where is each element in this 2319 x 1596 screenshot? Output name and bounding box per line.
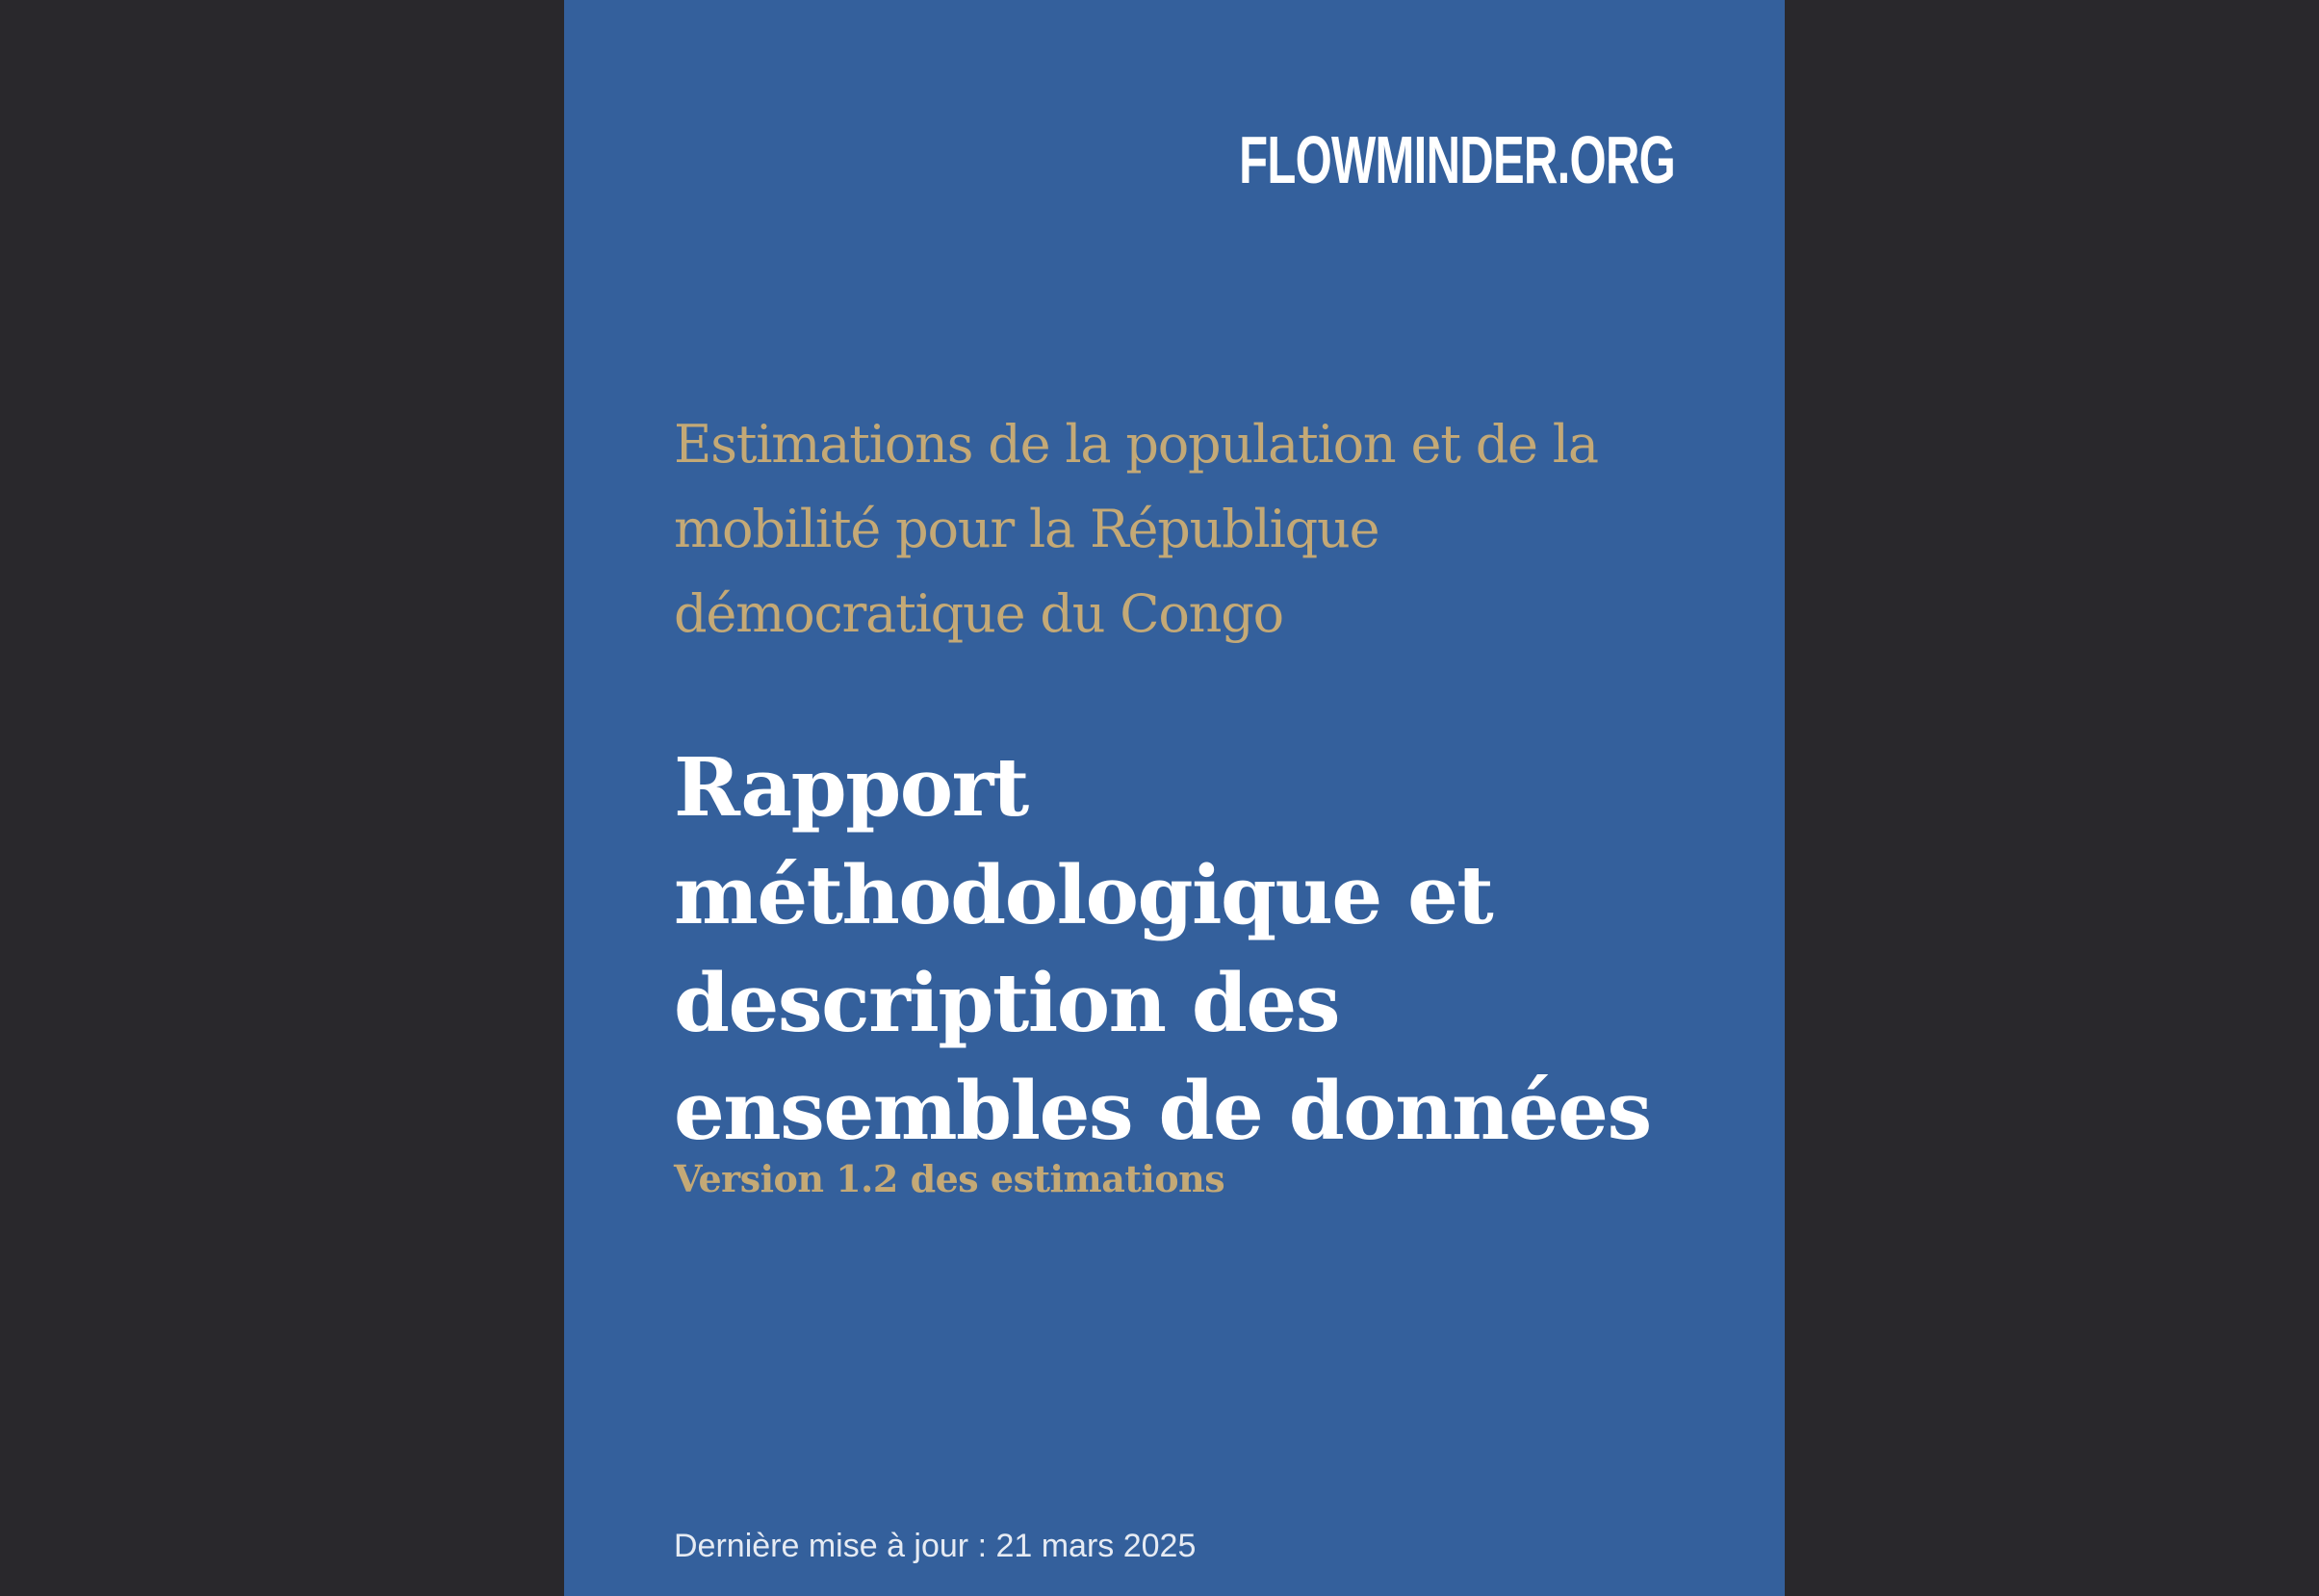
document-subtitle: Estimations de la population et de la mobilité pour la République démocratique du Congo [674, 414, 1598, 644]
last-updated-text: Dernière mise à jour : 21 mars 2025 [674, 1528, 1197, 1564]
version-label: Version 1.2 des estimations [674, 1157, 1225, 1200]
document-title: Rapport méthodologique et description des ensembles de données [674, 740, 1651, 1158]
document-cover-page [564, 0, 1785, 1596]
brand-logo-text: FLOWMINDER.ORG [1239, 122, 1675, 197]
